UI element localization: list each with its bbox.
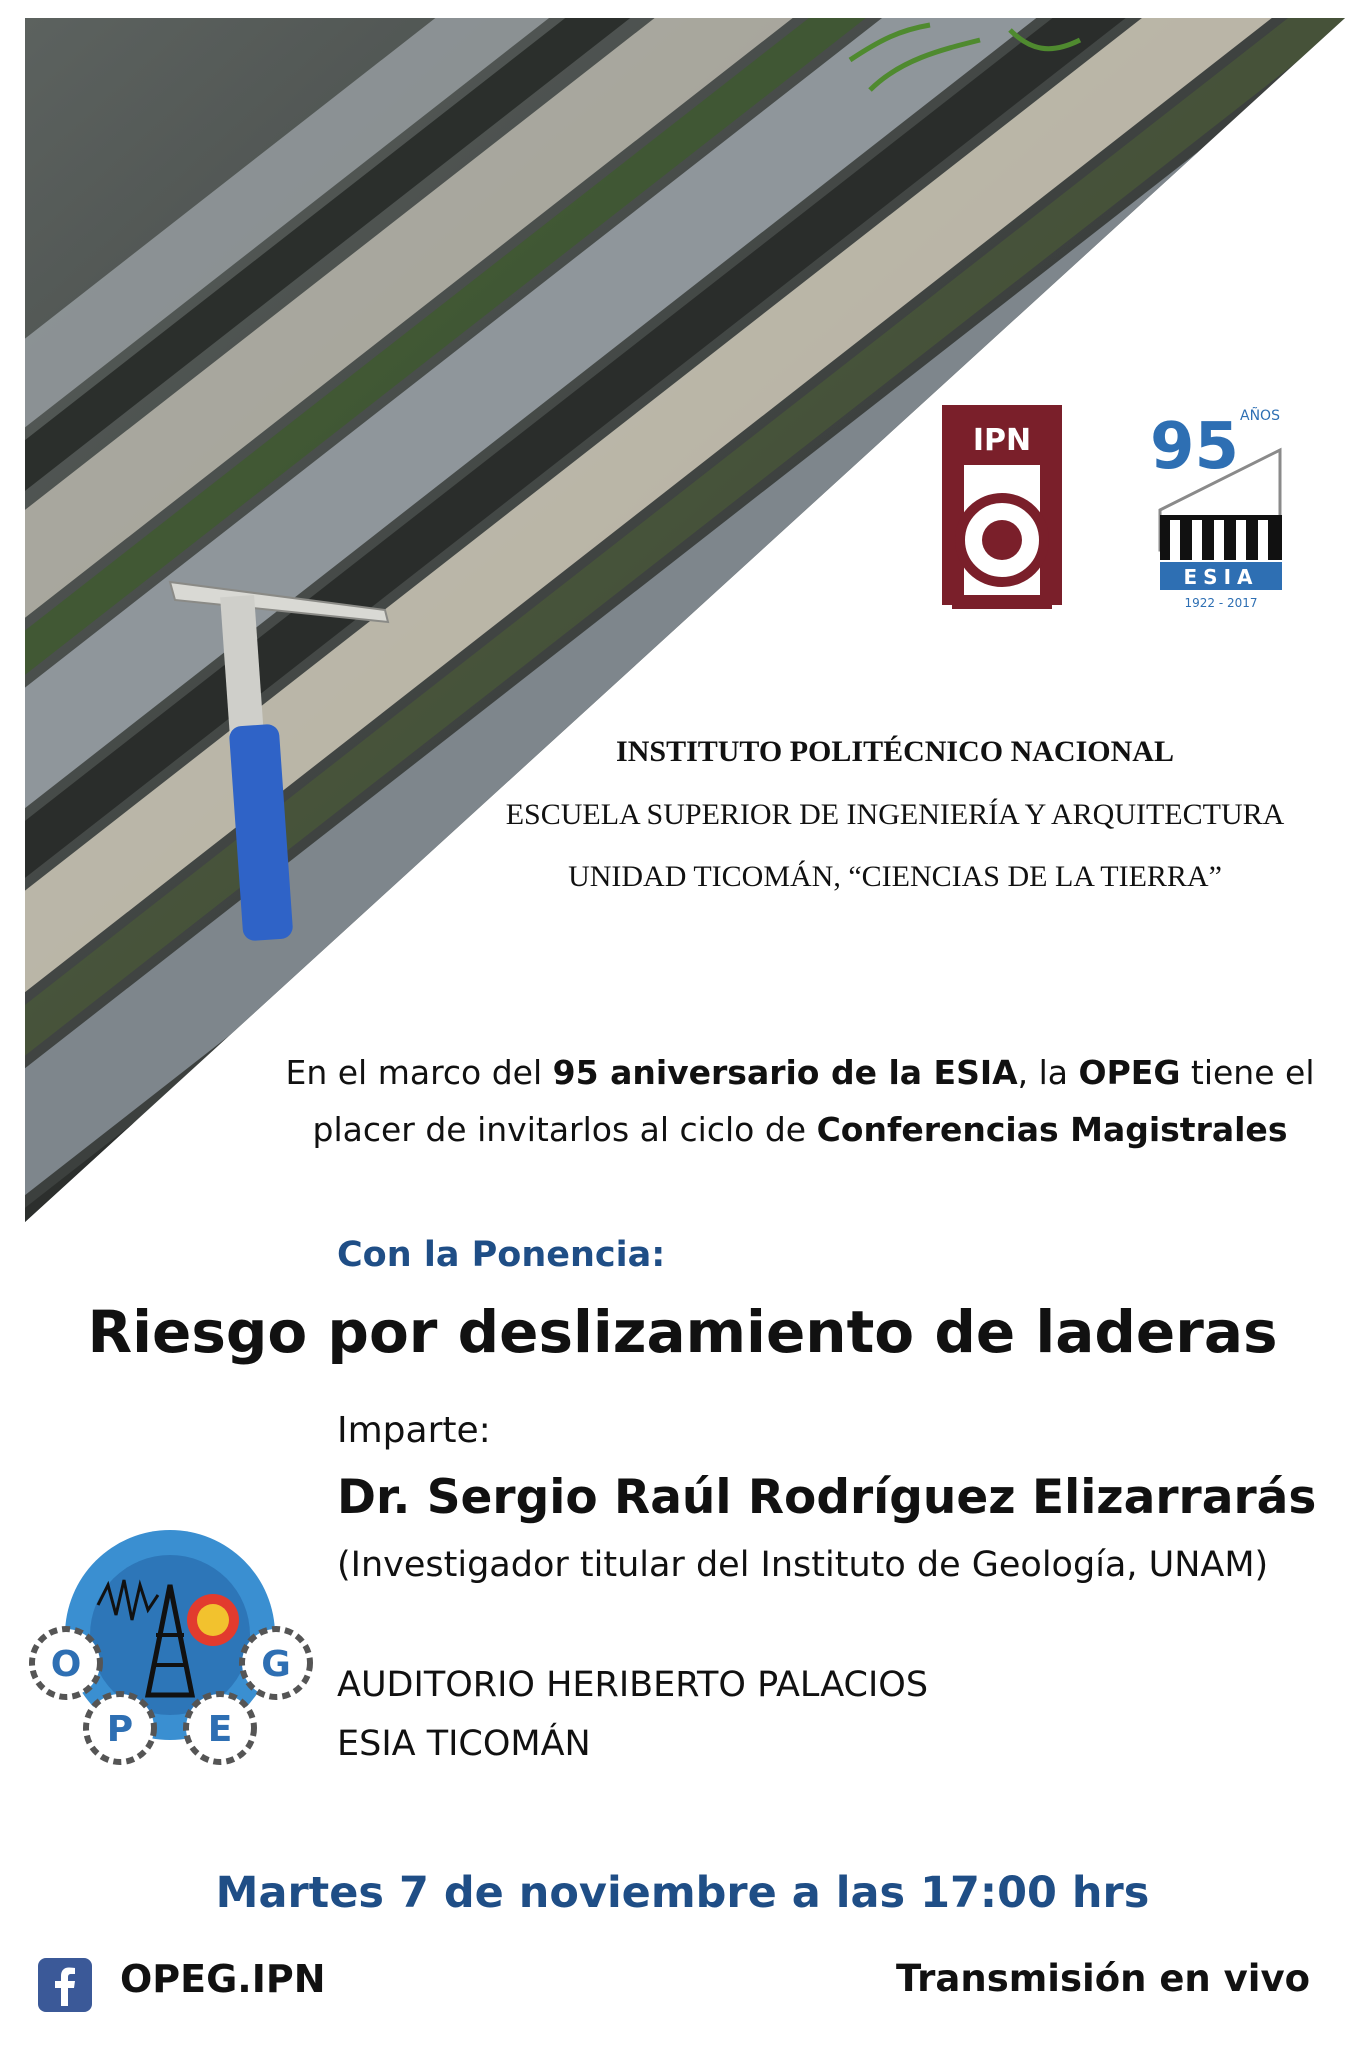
opeg-gear-o: [32, 1629, 100, 1697]
live-stream-label: Transmisión en vivo: [896, 1957, 1310, 2000]
ipn-logo: [932, 400, 1072, 615]
opeg-letter: P: [106, 1709, 134, 1750]
svg-text:IPN: IPN: [972, 423, 1032, 458]
esia-logo-name: ESIA: [1183, 565, 1259, 589]
intro-anniversary: 95 aniversario de la ESIA: [552, 1053, 1018, 1092]
venue-campus: ESIA TICOMÁN: [337, 1724, 591, 1764]
opeg-letter: O: [50, 1644, 82, 1685]
speaker-name: Dr. Sergio Raúl Rodríguez Elizarrarás: [337, 1470, 1317, 1525]
esia-logo-years: 95: [1150, 410, 1240, 484]
facebook-icon[interactable]: [38, 1958, 92, 2012]
intro-line-2: [250, 1110, 1350, 1149]
intro-text: , la: [1017, 1053, 1079, 1092]
intro-text: tiene el: [1180, 1053, 1315, 1092]
intro-opeg: OPEG: [1078, 1053, 1181, 1092]
esia-logo-dates: 1922 - 2017: [1184, 596, 1258, 610]
institution-name: INSTITUTO POLITÉCNICO NACIONAL: [616, 735, 1174, 768]
opeg-gear-e: [186, 1694, 254, 1762]
opeg-letter: G: [261, 1644, 291, 1685]
institution-school: ESCUELA SUPERIOR DE INGENIERÍA Y ARQUITECTURA: [505, 798, 1285, 831]
opeg-gear-p: [86, 1694, 154, 1762]
opeg-logo: [28, 1525, 313, 1770]
intro-text: placer de invitarlos al ciclo de: [312, 1110, 817, 1149]
esia-logo-anos: AÑOS: [1240, 408, 1280, 424]
esia-logo: [1150, 400, 1300, 615]
venue-auditorium: AUDITORIO HERIBERTO PALACIOS: [337, 1665, 929, 1705]
speaker-label: Imparte:: [337, 1410, 491, 1451]
event-date: Martes 7 de noviembre a las 17:00 hrs: [215, 1868, 1150, 1918]
institution-unit: UNIDAD TICOMÁN, “CIENCIAS DE LA TIERRA”: [568, 860, 1222, 893]
intro-text: En el marco del: [285, 1053, 553, 1092]
opeg-letter: E: [207, 1709, 233, 1750]
talk-title: Riesgo por deslizamiento de laderas: [87, 1298, 1278, 1366]
intro-conferences: Conferencias Magistrales: [816, 1110, 1288, 1149]
talk-label: Con la Ponencia:: [337, 1235, 666, 1275]
speaker-role: (Investigador titular del Instituto de Geología, UNAM): [337, 1545, 1269, 1585]
intro-line-1: [250, 1053, 1350, 1092]
facebook-handle[interactable]: OPEG.IPN: [120, 1957, 326, 2001]
opeg-gear-g: [242, 1629, 310, 1697]
